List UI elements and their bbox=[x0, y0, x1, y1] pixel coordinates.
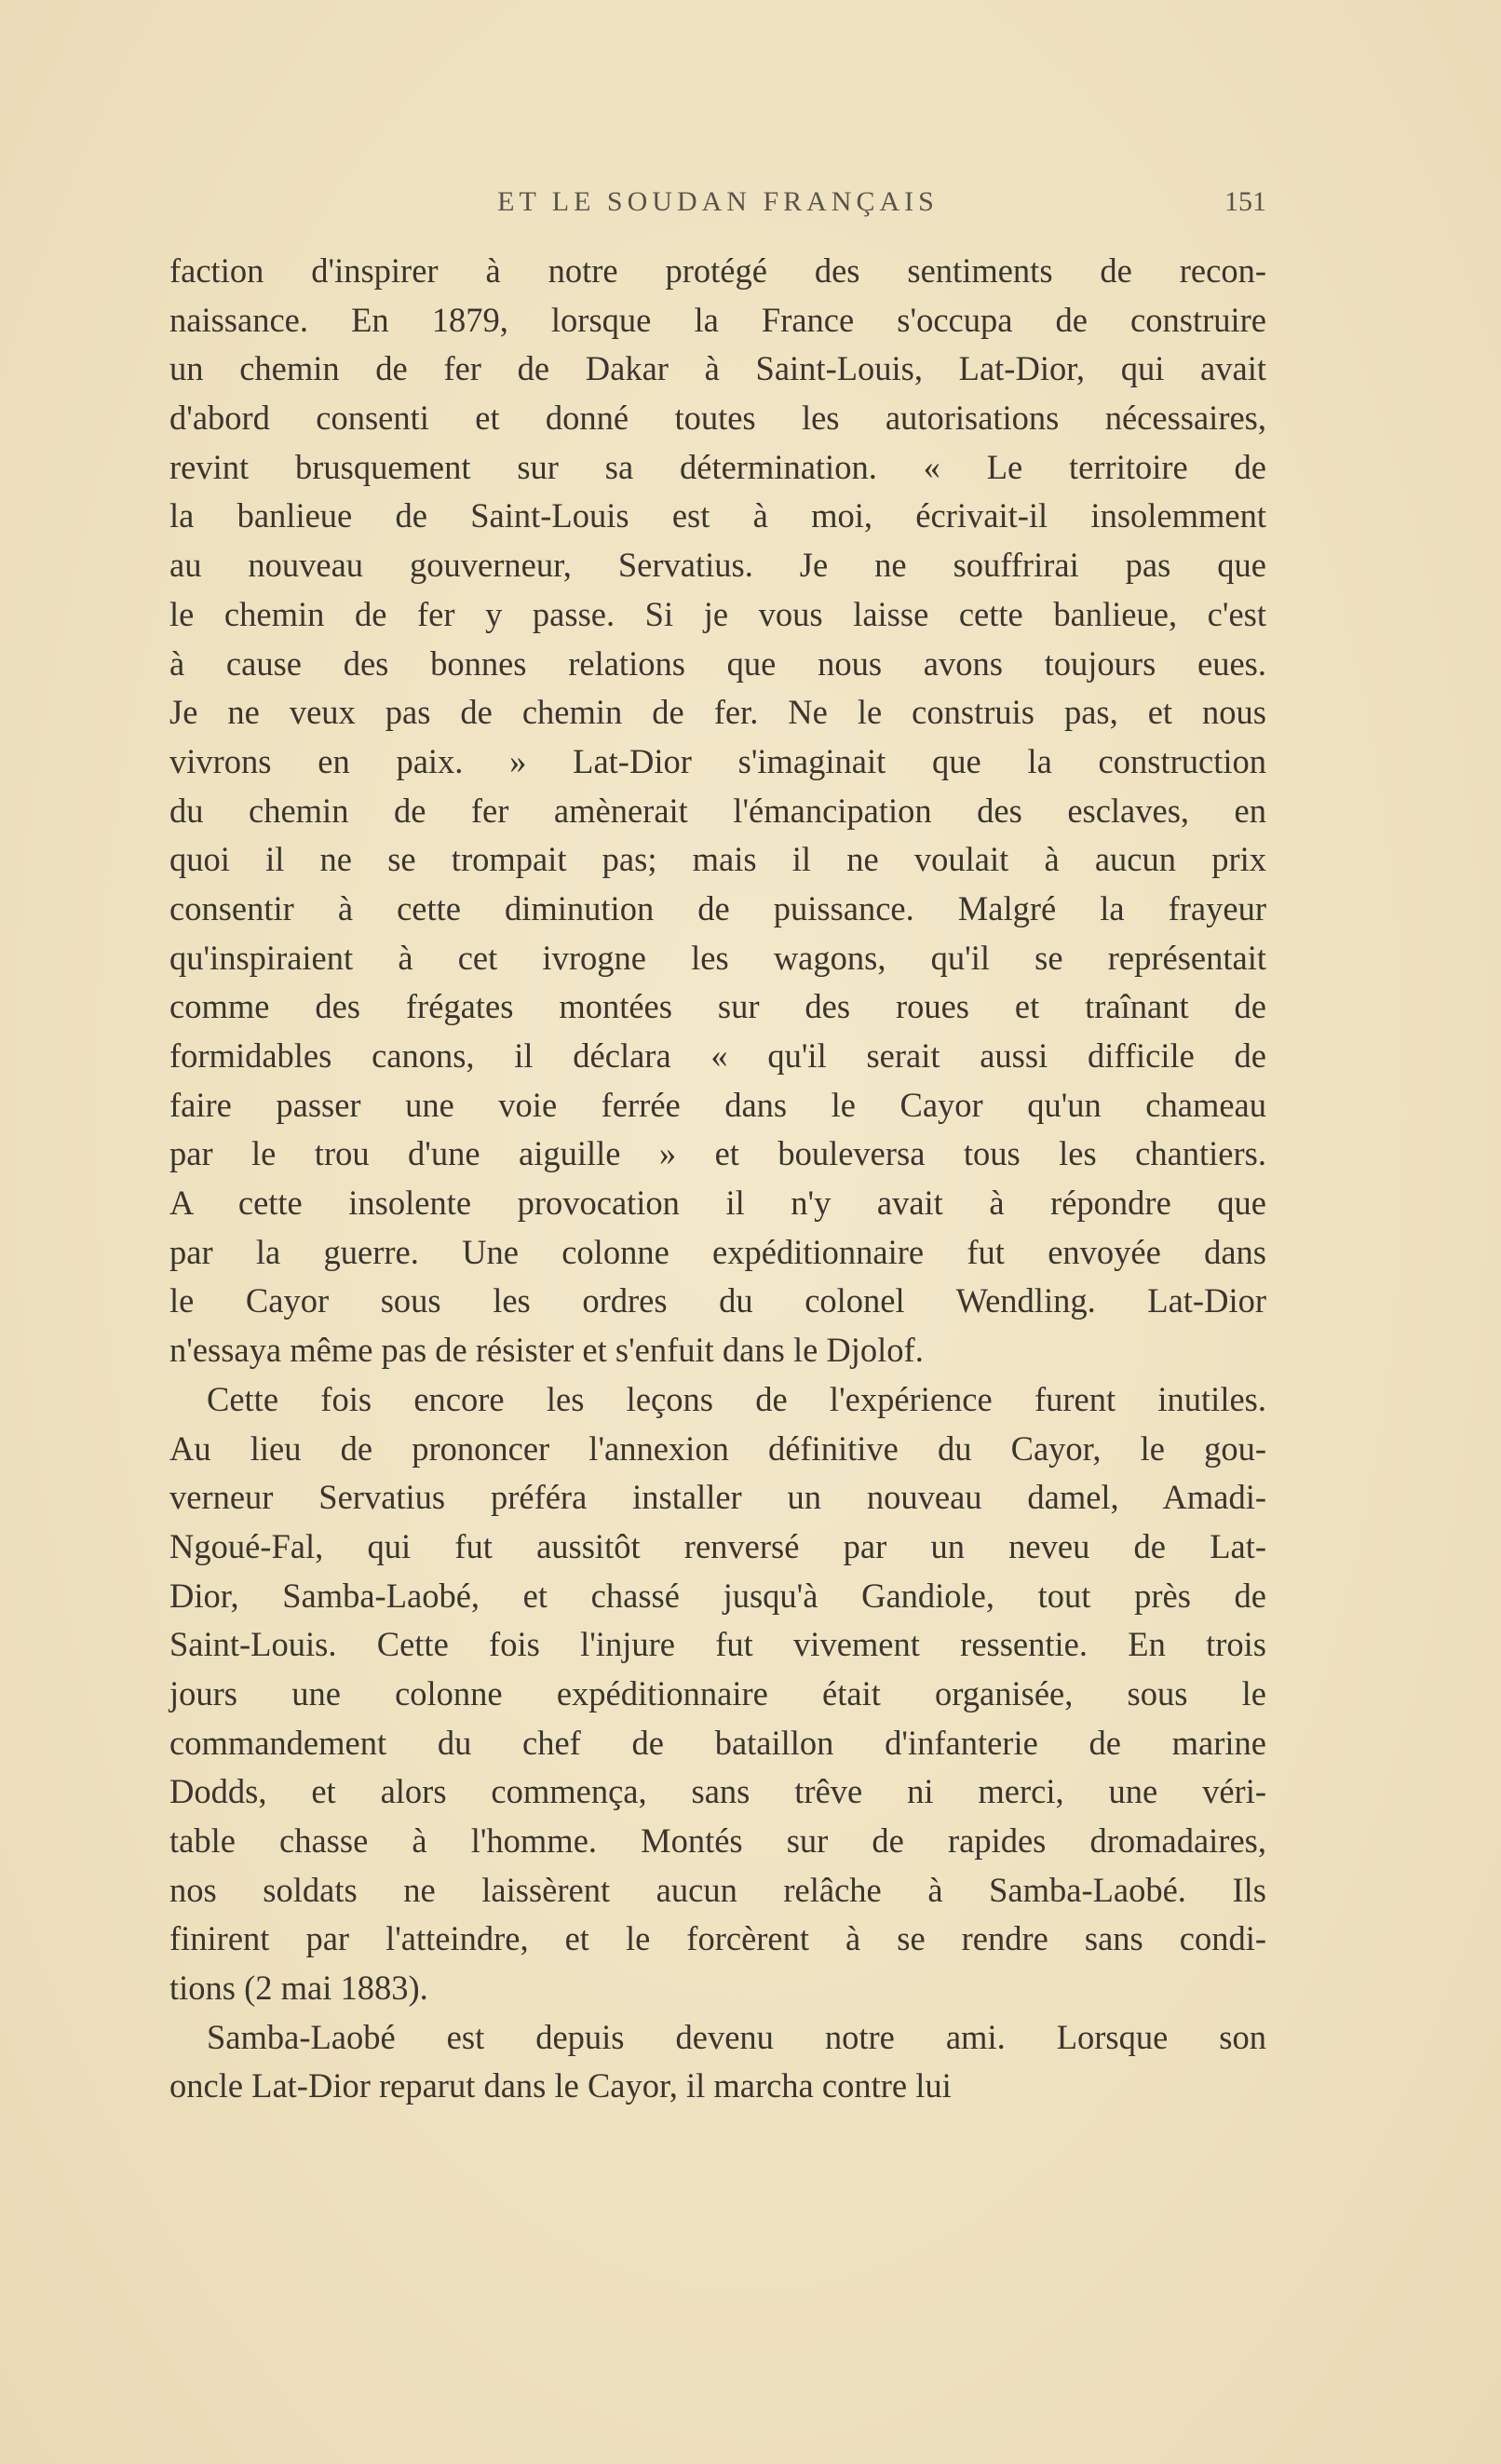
running-title: ET LE SOUDAN FRANÇAIS bbox=[497, 186, 939, 217]
text-line: par le trou d'une aiguille » et bouleversa tous les chantiers. bbox=[169, 1134, 1266, 1173]
text-line: vivrons en paix. » Lat-Dior s'imaginait que la construction bbox=[169, 741, 1266, 780]
text-line: A cette insolente provocation il n'y avait à répondre que bbox=[169, 1184, 1266, 1223]
text-line: commandement du chef de bataillon d'infanterie de marine bbox=[169, 1723, 1266, 1762]
text-line: formidables canons, il déclara « qu'il serait aussi difficile de bbox=[169, 1036, 1266, 1075]
text-line: par la guerre. Une colonne expéditionnaire fut envoyée dans bbox=[169, 1232, 1266, 1271]
text-line: Cette fois encore les leçons de l'expérience furent inutiles. bbox=[207, 1379, 1266, 1418]
text-line: un chemin de fer de Dakar à Saint-Louis, Lat-Dior, qui avait bbox=[169, 349, 1266, 388]
text-line: Samba-Laobé est depuis devenu notre ami. Lorsque son bbox=[207, 2017, 1266, 2056]
page-number: 151 bbox=[1224, 186, 1266, 217]
text-line: à cause des bonnes relations que nous avons toujours eues. bbox=[169, 643, 1266, 683]
text-line: revint brusquement sur sa détermination. « Le territoire de bbox=[169, 447, 1266, 486]
text-line: finirent par l'atteindre, et le forcèrent à se rendre sans condi- bbox=[169, 1919, 1266, 1958]
page-header bbox=[169, 186, 1266, 231]
text-line: qu'inspiraient à cet ivrogne les wagons, qu'il se représentait bbox=[169, 938, 1266, 977]
text-line: au nouveau gouverneur, Servatius. Je ne souffrirai pas que bbox=[169, 546, 1266, 585]
text-line: le chemin de fer y passe. Si je vous laisse cette banlieue, c'est bbox=[169, 594, 1266, 633]
text-line: le Cayor sous les ordres du colonel Wendling. Lat-Dior bbox=[169, 1281, 1266, 1320]
text-line: table chasse à l'homme. Montés sur de rapides dromadaires, bbox=[169, 1821, 1266, 1860]
text-line: oncle Lat-Dior reparut dans le Cayor, il marcha contre lui bbox=[169, 2066, 952, 2105]
text-line: jours une colonne expéditionnaire était organisée, sous le bbox=[169, 1673, 1266, 1713]
text-line: la banlieue de Saint-Louis est à moi, écrivait-il insolemment bbox=[169, 496, 1266, 535]
text-line: Dodds, et alors commença, sans trêve ni merci, une véri- bbox=[169, 1772, 1266, 1811]
text-line: faire passer une voie ferrée dans le Cayor qu'un chameau bbox=[169, 1085, 1266, 1124]
text-line: Je ne veux pas de chemin de fer. Ne le construis pas, et nous bbox=[169, 693, 1266, 732]
text-line: quoi il ne se trompait pas; mais il ne voulait à aucun prix bbox=[169, 840, 1266, 879]
text-line: Saint-Louis. Cette fois l'injure fut vivement ressentie. En trois bbox=[169, 1625, 1266, 1664]
text-line: Dior, Samba-Laobé, et chassé jusqu'à Gandiole, tout près de bbox=[169, 1576, 1266, 1615]
text-line: Ngoué-Fal, qui fut aussitôt renversé par un neveu de Lat- bbox=[169, 1526, 1266, 1565]
text-line: du chemin de fer amènerait l'émancipation des esclaves, en bbox=[169, 791, 1266, 830]
text-line: comme des frégates montées sur des roues et traînant de bbox=[169, 987, 1266, 1026]
text-line: d'abord consenti et donné toutes les autorisations nécessaires, bbox=[169, 399, 1266, 438]
text-line: tions (2 mai 1883). bbox=[169, 1969, 428, 2008]
body-text bbox=[169, 247, 1266, 2111]
text-line: naissance. En 1879, lorsque la France s'occupa de construire bbox=[169, 300, 1266, 339]
text-line: nos soldats ne laissèrent aucun relâche à Samba-Laobé. Ils bbox=[169, 1870, 1266, 1909]
text-line: Au lieu de prononcer l'annexion définitive du Cayor, le gou- bbox=[169, 1428, 1266, 1468]
text-line: faction d'inspirer à notre protégé des sentiments de recon- bbox=[169, 251, 1266, 290]
text-line: consentir à cette diminution de puissance. Malgré la frayeur bbox=[169, 888, 1266, 927]
text-line: n'essaya même pas de résister et s'enfuit dans le Djolof. bbox=[169, 1331, 924, 1370]
text-line: verneur Servatius préféra installer un nouveau damel, Amadi- bbox=[169, 1478, 1266, 1517]
